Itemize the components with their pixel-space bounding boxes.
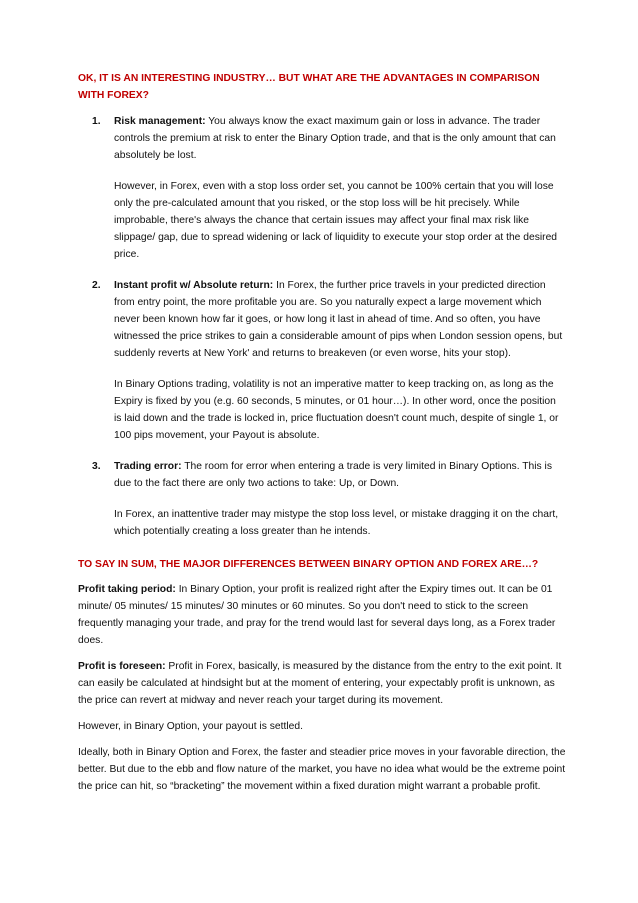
paragraph-payout-settled xyxy=(78,718,566,735)
document-page xyxy=(78,70,566,795)
list-item-text xyxy=(114,277,566,362)
list-item-number: 1. xyxy=(92,116,101,127)
list-item-body: In Forex, the further price travels in your predicted direction from entry point, the more profitable you are. So you naturally expect a large movement which never been known how far it goes, or how long it last in ahead of time. And so often, you have witnessed the price strikes to gain a considerable amount of pips when London session opens, but suddenly reverts at New York' and returns to breakeven (or even worse, hits your stop). xyxy=(114,280,563,359)
list-item-body: You always know the exact maximum gain or loss in advance. The trader controls the premium at risk to enter the Binary Option trade, and that is the only amount that can absolutely be lost. xyxy=(114,116,556,161)
list-item-title: Instant profit w/ Absolute return: xyxy=(114,280,274,291)
list-item-subparagraph: However, in Forex, even with a stop loss order set, you cannot be 100% certain that you will lose only the pre-calculated amount that you risked, or the stop loss will be hit precisely. While improbable, there's always the chance that certain issues may affect your final max risk like slippage/ gap, due to spread widening or lack of liquidity to execute your stop order at the desired price. xyxy=(114,181,558,260)
list-item-number: 3. xyxy=(92,461,101,472)
list-item-title: Risk management: xyxy=(114,116,206,127)
list-item xyxy=(78,277,566,444)
paragraph-body: Profit in Forex, basically, is measured by the distance from the entry to the exit point. It can easily be calculated at hindsight but at the moment of entering, your expectably profit is unknown, as the price can revert at midway and never reach your target during its movement. xyxy=(78,661,562,706)
paragraph-title: Profit taking period: xyxy=(78,584,176,595)
paragraph-profit-is-foreseen xyxy=(78,658,566,709)
list-item-title: Trading error: xyxy=(114,461,182,472)
paragraph-body: Ideally, both in Binary Option and Forex, the faster and steadier price moves in your favorable direction, the better. But due to the ebb and flow nature of the market, you have no idea what would be the extreme point the price can hit, so “bracketing” the movement within a fixed duration might warrant a probable profit. xyxy=(78,747,566,792)
paragraph-body: However, in Binary Option, your payout is settled. xyxy=(78,721,303,732)
list-item-text xyxy=(114,113,566,164)
list-item-subparagraph: In Forex, an inattentive trader may mistype the stop loss level, or mistake dragging it on the chart, which potentially creating a loss greater than he intends. xyxy=(114,509,559,537)
paragraph-ideally xyxy=(78,744,566,795)
advantages-list xyxy=(78,113,566,540)
list-item xyxy=(78,458,566,540)
paragraph-body: In Binary Option, your profit is realized right after the Expiry times out. It can be 01 minute/ 05 minutes/ 15 minutes/ 30 minutes or 60 minutes. So you don't need to stick to the screen frequently managing your trade, and pray for the trend would last for several days long, as a Forex trader does. xyxy=(78,584,556,646)
section-heading-differences: TO SAY IN SUM, THE MAJOR DIFFERENCES BETWEEN BINARY OPTION AND FOREX ARE…? xyxy=(78,559,539,570)
list-item xyxy=(78,113,566,263)
list-item-subparagraph: In Binary Options trading, volatility is not an imperative matter to keep tracking on, as long as the Expiry is fixed by you (e.g. 60 seconds, 5 minutes, or 01 hour…). In other word, once the position is laid down and the trade is locked in, price fluctuation doesn't count much, despite of single 1, or 100 pips movement, your Payout is absolute. xyxy=(114,379,559,441)
paragraph-title: Profit is foreseen: xyxy=(78,661,166,672)
list-item-number: 2. xyxy=(92,280,101,291)
list-item-body: The room for error when entering a trade is very limited in Binary Options. This is due to the fact there are only two actions to take: Up, or Down. xyxy=(114,461,552,489)
section-heading-advantages: OK, IT IS AN INTERESTING INDUSTRY… BUT WHAT ARE THE ADVANTAGES IN COMPARISON WITH FOREX? xyxy=(78,73,540,101)
paragraph-profit-taking-period xyxy=(78,581,566,649)
list-item-text xyxy=(114,458,566,492)
